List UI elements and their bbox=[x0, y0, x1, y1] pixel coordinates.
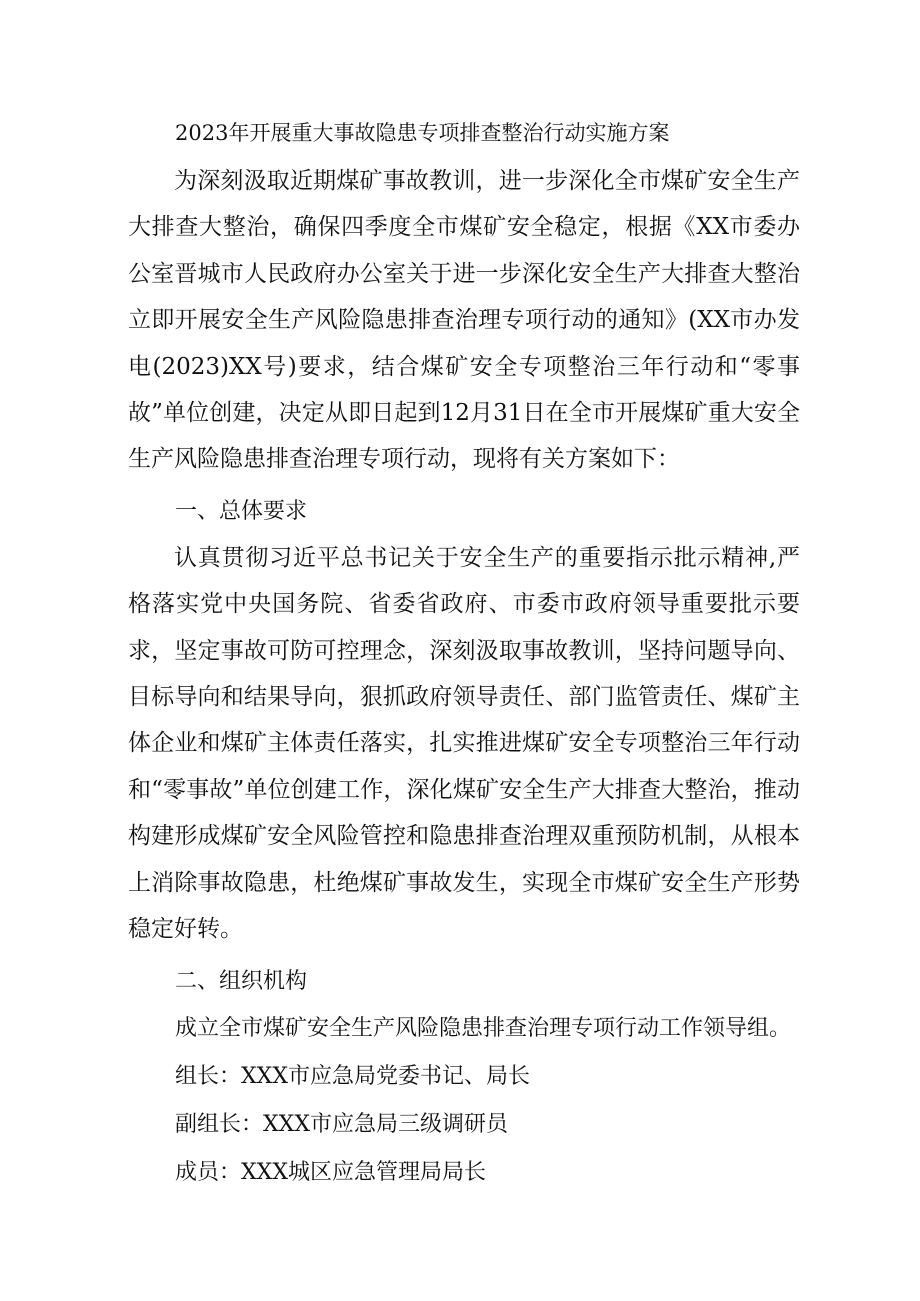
member-line: 成员：XXX城区应急管理局局长 bbox=[175, 1159, 486, 1185]
section-1-heading: 一、总体要求 bbox=[175, 498, 308, 524]
section-2-heading: 二、组织机构 bbox=[175, 968, 308, 994]
deputy-leader-line: 副组长：XXX市应急局三级调研员 bbox=[175, 1111, 508, 1137]
document-title: 2023年开展重大事故隐患专项排查整治行动实施方案 bbox=[175, 121, 670, 145]
org-statement: 成立全市煤矿安全生产风险隐患排查治理专项行动工作领导组。 bbox=[175, 1015, 792, 1041]
document-page bbox=[128, 108, 800, 1197]
intro-paragraph: 为深刻汲取近期煤矿事故教训，进一步深化全市煤矿安全生产大排查大整治，确保四季度全市煤矿安全稳定，根据《XX市委办公室晋城市人民政府办公室关于进一步深化安全生产大排查大整治立即开展安全生产风险隐患排查治理专项行动的通知》(XX市办发电(2023)XX号)要求，结合煤矿安全专项整治三年行动和“零事故”单位创建，决定从即日起到12月31日在全市开展煤矿重大安全生产风险隐患排查治理专项行动，现将有关方案如下： bbox=[128, 168, 800, 473]
section-1-body: 认真贯彻习近平总书记关于安全生产的重要指示批示精神,严格落实党中央国务院、省委省政府、市委市政府领导重要批示要求，坚定事故可防可控理念，深刻汲取事故教训，坚持问题导向、目标导向和结果导向，狠抓政府领导责任、部门监管责任、煤矿主体企业和煤矿主体责任落实，扎实推进煤矿安全专项整治三年行动和“零事故”单位创建工作，深化煤矿安全生产大排查大整治，推动构建形成煤矿安全风险管控和隐患排查治理双重预防机制，从根本上消除事故隐患，杜绝煤矿事故发生，实现全市煤矿安全生产形势稳定好转。 bbox=[128, 544, 800, 943]
group-leader-line: 组长：XXX市应急局党委书记、局长 bbox=[175, 1063, 530, 1089]
